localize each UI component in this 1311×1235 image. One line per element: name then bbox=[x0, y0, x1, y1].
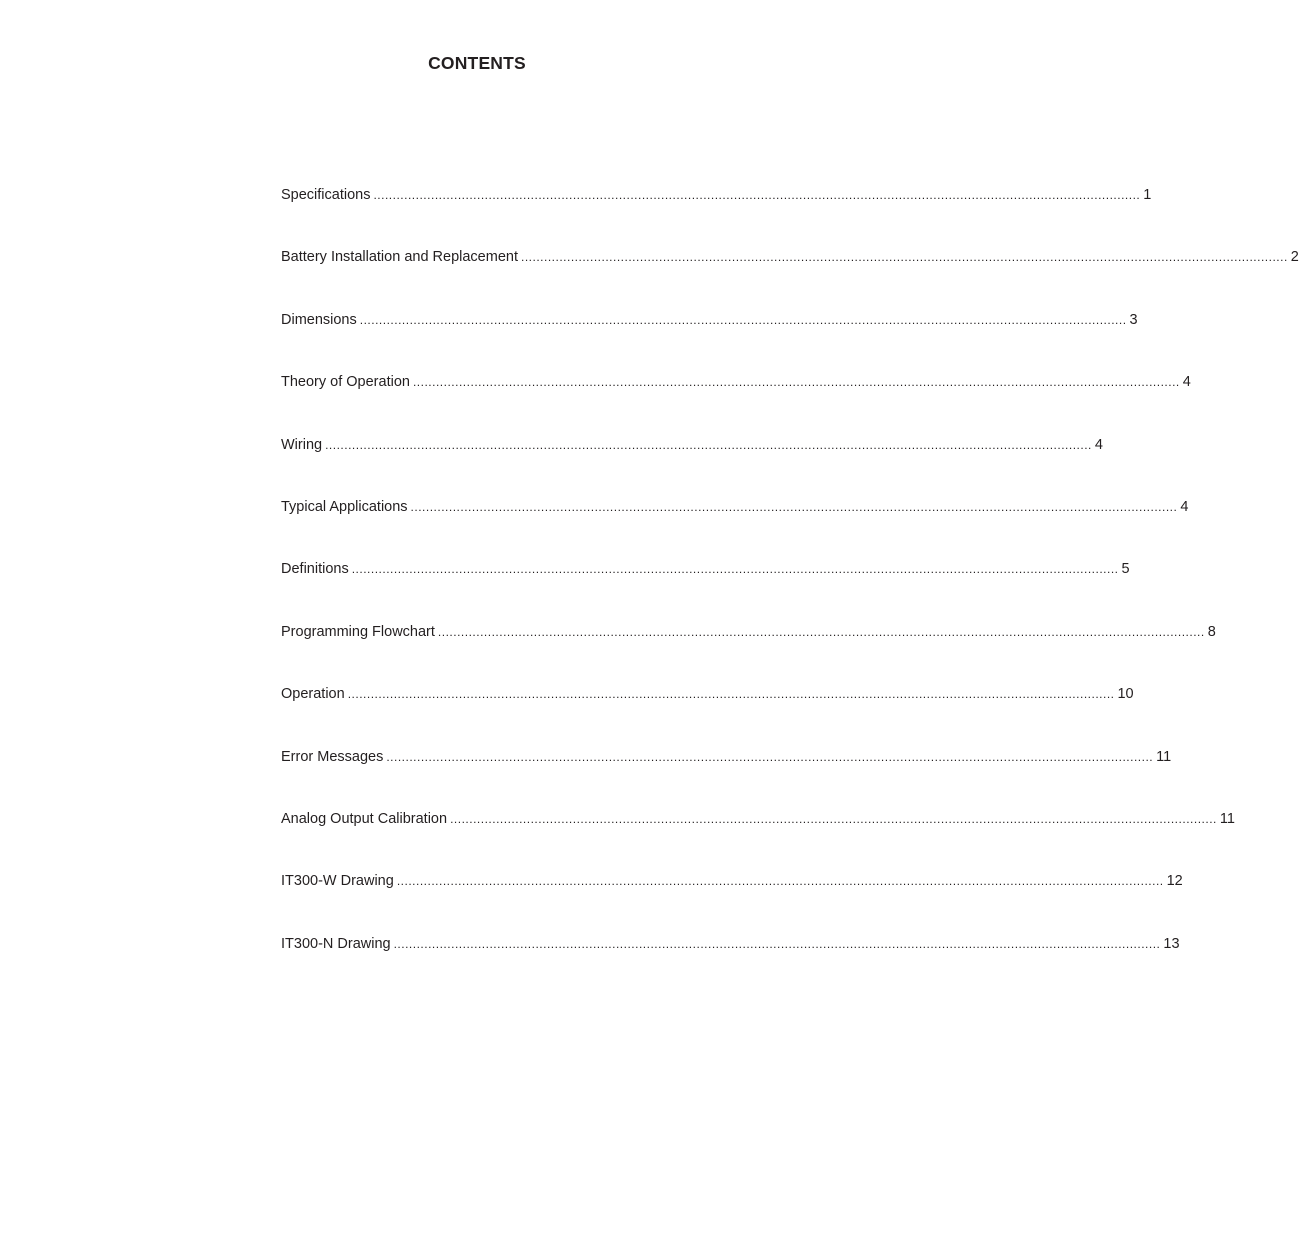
toc-entry-label: Wiring bbox=[281, 436, 323, 453]
toc-entry-label: Analog Output Calibration bbox=[281, 810, 448, 827]
toc-entry-operation[interactable] bbox=[281, 683, 1134, 745]
dot-leader: ........................................................................................................................................................................................................ bbox=[520, 250, 1288, 265]
toc-entry-programming-flowchart[interactable] bbox=[281, 621, 1216, 683]
toc-entry-page-number: 1 bbox=[1143, 187, 1152, 203]
toc-entry-page-number: 12 bbox=[1166, 873, 1183, 890]
toc-entry-it300-n-drawing[interactable] bbox=[281, 933, 1180, 995]
toc-entry-page-number: 11 bbox=[1156, 748, 1172, 765]
toc-entry-page-number: 3 bbox=[1129, 311, 1138, 328]
toc-entry-label: Battery Installation and Replacement bbox=[281, 249, 518, 266]
toc-entry-page-number: 10 bbox=[1117, 686, 1134, 703]
toc-entry-label: Typical Applications bbox=[281, 498, 408, 515]
toc-entry-label: IT300-N Drawing bbox=[281, 935, 391, 952]
dot-leader: ........................................................................................................................................................................................................ bbox=[386, 749, 1154, 764]
toc-entry-page-number: 8 bbox=[1207, 623, 1216, 640]
toc-entry-it300-w-drawing[interactable] bbox=[281, 870, 1183, 932]
toc-entry-label: Definitions bbox=[281, 561, 349, 578]
toc-entry-label: Operation bbox=[281, 686, 345, 703]
toc-entry-label: Programming Flowchart bbox=[281, 623, 435, 640]
toc-entry-label: Error Messages bbox=[281, 748, 384, 765]
toc-entry-label: Specifications bbox=[281, 187, 371, 203]
toc-entry-analog-output-calibration[interactable] bbox=[281, 808, 1235, 870]
toc-entry-wiring[interactable] bbox=[281, 434, 1103, 496]
toc-entry-page-number: 4 bbox=[1094, 436, 1103, 453]
dot-leader: ........................................................................................................................................................................................................ bbox=[347, 687, 1115, 702]
dot-leader: ........................................................................................................................................................................................................ bbox=[412, 375, 1180, 390]
dot-leader: ........................................................................................................................................................................................................ bbox=[393, 936, 1161, 951]
toc-entry-page-number: 11 bbox=[1219, 810, 1235, 827]
page-title: CONTENTS bbox=[428, 53, 526, 73]
toc-entry-theory-of-operation[interactable] bbox=[281, 371, 1191, 433]
dot-leader: ........................................................................................................................................................................................................ bbox=[325, 437, 1092, 452]
toc-entry-specifications[interactable] bbox=[281, 184, 1152, 246]
dot-leader: ........................................................................................................................................................................................................ bbox=[437, 624, 1205, 639]
dot-leader: ........................................................................................................................................................................................................ bbox=[351, 562, 1119, 577]
toc-entry-label: Dimensions bbox=[281, 311, 357, 328]
toc-entry-page-number: 5 bbox=[1121, 561, 1130, 578]
dot-leader: ........................................................................................................................................................................................................ bbox=[359, 312, 1127, 327]
toc-entry-dimensions[interactable] bbox=[281, 309, 1138, 371]
dot-leader: ........................................................................................................................................................................................................ bbox=[396, 874, 1164, 889]
toc-entry-typical-applications[interactable] bbox=[281, 496, 1189, 558]
table-of-contents bbox=[281, 184, 1299, 995]
toc-entry-page-number: 13 bbox=[1163, 935, 1180, 952]
toc-entry-label: Theory of Operation bbox=[281, 374, 410, 391]
toc-entry-page-number: 4 bbox=[1182, 374, 1191, 391]
toc-entry-label: IT300-W Drawing bbox=[281, 873, 394, 890]
dot-leader: ........................................................................................................................................................................................................ bbox=[450, 811, 1217, 826]
toc-entry-page-number: 2 bbox=[1290, 249, 1299, 266]
dot-leader: ........................................................................................................................................................................................................ bbox=[410, 499, 1178, 514]
toc-entry-definitions[interactable] bbox=[281, 558, 1130, 620]
dot-leader: ........................................................................................................................................................................................................ bbox=[373, 188, 1141, 202]
toc-entry-error-messages[interactable] bbox=[281, 746, 1172, 808]
toc-entry-page-number: 4 bbox=[1180, 498, 1189, 515]
toc-entry-battery-installation[interactable] bbox=[281, 246, 1299, 308]
